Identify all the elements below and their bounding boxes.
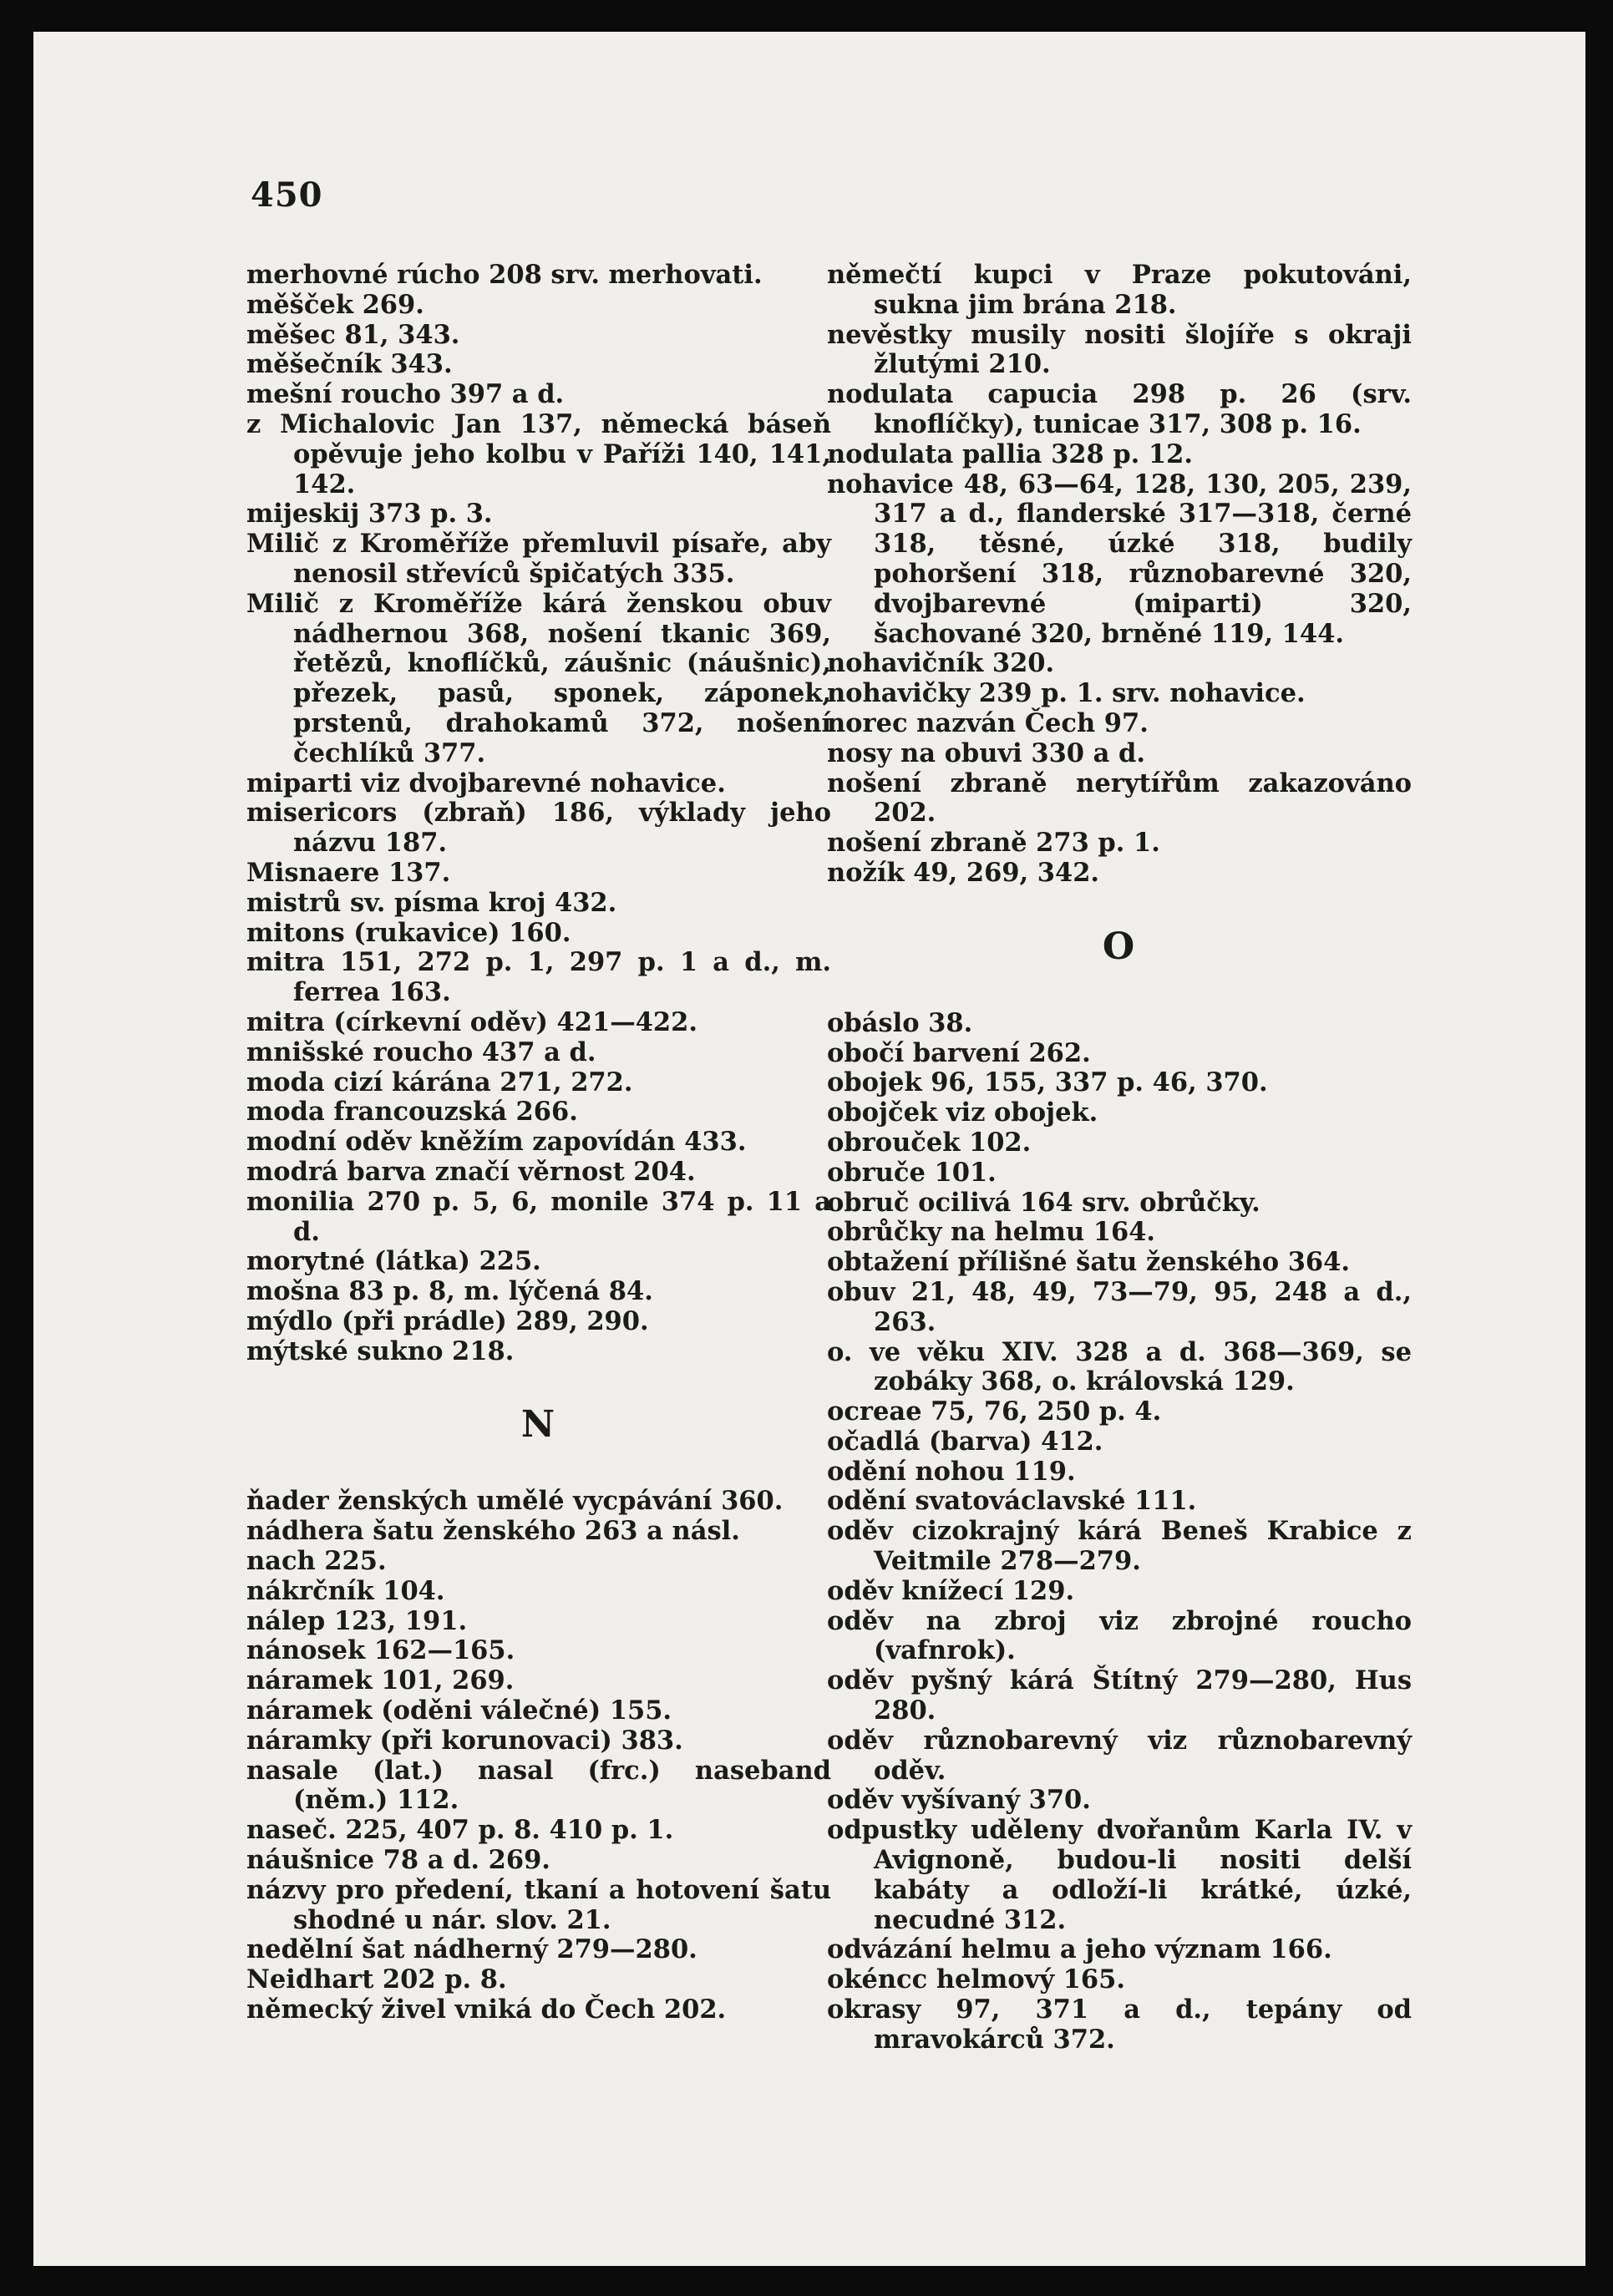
index-entry: norec nazván Čech 97.	[827, 707, 1149, 738]
index-entry: nálep 123, 191.	[246, 1605, 468, 1636]
index-entry: oděv vyšívaný 370.	[827, 1785, 1091, 1816]
index-entry: oděv na zbroj viz zbrojné roucho (vafnrok).	[827, 1605, 1412, 1666]
index-entry: mošna 83 p. 8, m. lýčená 84.	[246, 1276, 653, 1307]
index-entry: náramek (oděni válečné) 155.	[246, 1695, 672, 1726]
index-entry: náušnice 78 a d. 269.	[246, 1845, 550, 1876]
index-entry: Misnaere 137.	[246, 857, 451, 888]
index-entry: mistrů sv. písma kroj 432.	[246, 887, 617, 918]
index-entry: měšečník 343.	[246, 349, 453, 380]
index-entry: nožík 49, 269, 342.	[827, 857, 1100, 888]
index-entry: mešní roucho 397 a d.	[246, 379, 565, 410]
index-entry: merhovné rúcho 208 srv. merhovati.	[246, 260, 763, 290]
index-entry: měšec 81, 343.	[246, 319, 460, 350]
index-entry: měšček 269.	[246, 289, 424, 320]
index-entry: oděv knížecí 129.	[827, 1575, 1075, 1606]
index-entry: ocreae 75, 76, 250 p. 4.	[827, 1396, 1162, 1427]
index-entry: náramek 101, 269.	[246, 1665, 515, 1696]
index-entry: mýtské sukno 218.	[246, 1336, 515, 1366]
index-entry: naseč. 225, 407 p. 8. 410 p. 1.	[246, 1815, 674, 1846]
index-entry: mitra 151, 272 p. 1, 297 p. 1 a d., m. ferrea 163.	[246, 947, 831, 1008]
page-number: 450	[251, 175, 323, 215]
index-entry: odění svatováclavské 111.	[827, 1486, 1197, 1517]
index-entry: očadlá (barva) 412.	[827, 1426, 1103, 1457]
index-entry: nádhera šatu ženského 263 a násl.	[246, 1516, 740, 1547]
index-entry: odvázání helmu a jeho význam 166.	[827, 1934, 1332, 1965]
index-entry: mitons (rukavice) 160.	[246, 917, 571, 948]
index-entry: modrá barva značí věrnost 204.	[246, 1156, 696, 1187]
index-entry: nošení zbraně nerytířům zakazováno 202.	[827, 768, 1412, 829]
index-entry: mýdlo (při prádle) 289, 290.	[246, 1305, 649, 1336]
index-entry: Milič z Kroměříže přemluvil písaře, aby nenosil střevíců špičatých 335.	[246, 529, 831, 589]
index-entry: mitra (církevní oděv) 421—422.	[246, 1006, 697, 1037]
index-entry: nevěstky musily nositi šlojíře s okraji žlutými 210.	[827, 319, 1412, 380]
index-entry: obáslo 38.	[827, 1007, 973, 1038]
index-entry: náramky (při korunovaci) 383.	[246, 1725, 683, 1756]
index-entry: odění nohou 119.	[827, 1456, 1076, 1487]
index-entry: mnišské roucho 437 a d.	[246, 1036, 596, 1067]
index-entry: Neidhart 202 p. 8.	[246, 1964, 507, 1995]
index-entry: oděv různobarevný viz různobarevný oděv.	[827, 1725, 1412, 1786]
index-entry: oděv pyšný kárá Štítný 279—280, Hus 280.	[827, 1665, 1412, 1726]
index-entry: nošení zbraně 273 p. 1.	[827, 828, 1160, 859]
index-entry: misericors (zbraň) 186, výklady jeho názvu 187.	[246, 798, 831, 859]
index-entry: moda francouzská 266.	[246, 1097, 578, 1128]
index-entry: nedělní šat nádherný 279—280.	[246, 1934, 697, 1965]
index-entry: nohavičník 320.	[827, 648, 1055, 679]
index-entry: monilia 270 p. 5, 6, monile 374 p. 11 a d.	[246, 1186, 831, 1247]
index-entry: modní oděv kněžím zapovídán 433.	[246, 1127, 747, 1158]
index-entry: obojček viz obojek.	[827, 1097, 1098, 1128]
entries-o	[827, 1009, 1412, 2055]
index-entry: nodulata capucia 298 p. 26 (srv. knoflíčky), tunicae 317, 308 p. 16.	[827, 379, 1412, 439]
index-entry: obrouček 102.	[827, 1127, 1032, 1158]
index-entry: odpustky uděleny dvořanům Karla IV. v Avignoně, budou-li nositi delší kabáty a odloží-li krátké, úzké, necudné 312.	[827, 1815, 1412, 1935]
index-entry: obruče 101.	[827, 1157, 997, 1188]
index-entry: miparti viz dvojbarevné nohavice.	[246, 768, 726, 798]
index-entry: nosy na obuvi 330 a d.	[827, 737, 1145, 768]
index-entry: okéncc helmový 165.	[827, 1964, 1125, 1995]
index-entry: obočí barvení 262.	[827, 1037, 1091, 1068]
letter-heading-o: O	[1102, 925, 1137, 968]
entries-m	[246, 261, 831, 1366]
index-entry: obruč ocilivá 164 srv. obrůčky.	[827, 1187, 1260, 1218]
entries-n-continued	[827, 261, 1412, 889]
index-entry: nach 225.	[246, 1546, 387, 1577]
index-entry: ňader ženských umělé vycpávání 360.	[246, 1486, 784, 1517]
index-entry: obrůčky na helmu 164.	[827, 1217, 1156, 1248]
index-entry: nánosek 162—165.	[246, 1635, 515, 1666]
index-entry: oděv cizokrajný kárá Beneš Krabice z Veitmile 278—279.	[827, 1516, 1412, 1577]
index-entry: okrasy 97, 371 a d., tepány od mravokárců 372.	[827, 1994, 1412, 2055]
letter-heading-n: N	[520, 1403, 557, 1447]
index-entry: němečtí kupci v Praze pokutováni, sukna jim brána 218.	[827, 260, 1412, 320]
entries-n	[246, 1487, 831, 2025]
index-column-left	[246, 261, 831, 2025]
index-entry: názvy pro předení, tkaní a hotovení šatu shodné u nár. slov. 21.	[246, 1874, 831, 1935]
index-entry: morytné (látka) 225.	[246, 1246, 541, 1277]
index-entry: obuv 21, 48, 49, 73—79, 95, 248 a d., 263.	[827, 1276, 1412, 1337]
index-column-right	[827, 261, 1412, 2055]
index-entry: mijeskij 373 p. 3.	[246, 499, 493, 530]
index-entry: nákrčník 104.	[246, 1575, 445, 1606]
index-entry: obtažení přílišné šatu ženského 364.	[827, 1247, 1350, 1278]
index-entry: moda cizí kárána 271, 272.	[246, 1067, 633, 1097]
index-entry: německý živel vniká do Čech 202.	[246, 1994, 727, 2025]
index-entry: nasale (lat.) nasal (frc.) naseband (něm.) 112.	[246, 1755, 831, 1816]
index-entry: Milič z Kroměříže kárá ženskou obuv nádhernou 368, nošení tkanic 369, řetězů, knoflíčků, záušnic (náušnic), přezek, pasů, sponek, záponek, prstenů, drahokamů 372, nošení čechlíků 377.	[246, 588, 831, 768]
index-entry: nodulata pallia 328 p. 12.	[827, 438, 1193, 469]
index-entry: nohavičky 239 p. 1. srv. nohavice.	[827, 678, 1306, 709]
index-entry: o. ve věku XIV. 328 a d. 368—369, se zobáky 368, o. královská 129.	[827, 1336, 1412, 1397]
index-entry: obojek 96, 155, 337 p. 46, 370.	[827, 1067, 1268, 1098]
index-entry: nohavice 48, 63—64, 128, 130, 205, 239, 317 a d., flanderské 317—318, černé 318, těsné, úzké 318, budily pohoršení 318, různobarevné 320, dvojbarevné (miparti) 320, šachované 320, brněné 119, 144.	[827, 469, 1412, 649]
index-entry: z Michalovic Jan 137, německá báseň opěvuje jeho kolbu v Paříži 140, 141, 142.	[246, 408, 831, 499]
